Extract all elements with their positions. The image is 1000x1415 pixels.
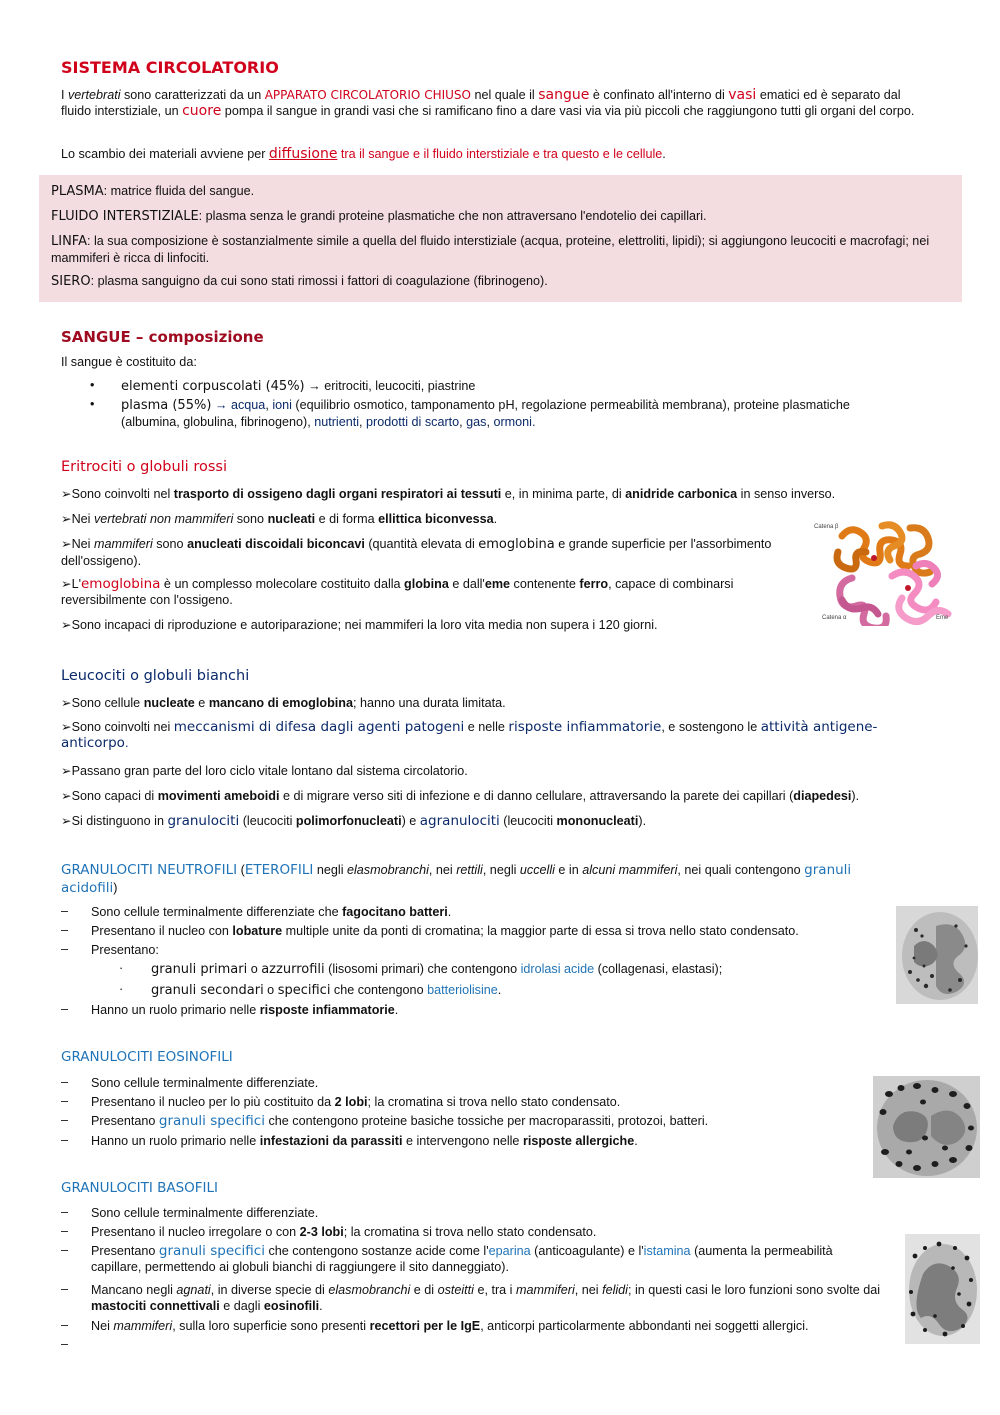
text: ( — [237, 863, 245, 877]
text: → — [211, 398, 231, 412]
text: osteitti — [437, 1283, 474, 1297]
list-item-text — [151, 982, 831, 999]
text: e di forma — [315, 512, 379, 526]
image-label: Eme — [936, 615, 949, 621]
eritrociti-line-4 — [61, 576, 781, 608]
text: nucleati — [267, 512, 316, 526]
text: e grande superficie per l'assorbimento dell'ossigeno). — [61, 537, 772, 568]
text: . — [634, 1134, 638, 1148]
text: , nei — [428, 863, 457, 877]
definition-text: : plasma senza le grandi proteine plasmatiche che non attraversano l'endotelio dei capillari. — [198, 209, 707, 223]
text: , — [486, 415, 494, 429]
text: , negli — [482, 863, 520, 877]
arrow-bullet-icon: ➢ — [61, 696, 72, 710]
dash-bullet-icon: – — [61, 1094, 69, 1108]
text: GRANULOCITI NEUTROFILI — [61, 862, 238, 878]
text: e dagli — [219, 1299, 264, 1313]
highlight-term: emoglobina — [80, 576, 161, 592]
text: agnati — [176, 1283, 211, 1297]
text: Si distinguono in — [71, 814, 168, 828]
text: I — [61, 88, 68, 102]
highlight-term: meccanismi di difesa dagli agenti patogeni — [173, 719, 465, 735]
text: Sono cellule terminalmente differenziate che — [91, 905, 343, 919]
neutrophil-micrograph — [896, 906, 978, 1004]
text: mancano di emoglobina — [208, 696, 353, 710]
definition-term: LINFA — [51, 234, 87, 249]
text: , capace di combinarsi reversibilmente con l'ossigeno. — [61, 577, 734, 607]
text: e, in minima parte, di — [501, 487, 626, 501]
text: (leucociti — [239, 814, 296, 828]
text: risposte allergiche — [522, 1134, 635, 1148]
text: ; la cromatina si trova nello stato condensato. — [367, 1095, 621, 1109]
highlight-term: APPARATO CIRCOLATORIO CHIUSO — [264, 88, 471, 102]
leucociti-line-2 — [61, 719, 941, 751]
text: e di migrare verso siti di infezione e di danno cellulare, attraversando la parete dei capillari ( — [279, 789, 794, 803]
text: anucleati discoidali biconcavi — [187, 537, 365, 551]
text: eosinofili — [263, 1299, 320, 1313]
list-item-text — [91, 1243, 881, 1275]
text: risposte infiammatorie — [259, 1003, 395, 1017]
text: nel quale il — [470, 88, 539, 102]
definition-term: PLASMA — [51, 184, 104, 199]
section-heading-basofili: GRANULOCITI BASOFILI — [61, 1180, 219, 1196]
text: eparina — [488, 1244, 531, 1258]
text: Sono incapaci di riproduzione e autoriparazione; nei mammiferi la loro vita media non supera i 120 giorni. — [71, 618, 658, 632]
list-item-text — [91, 904, 881, 920]
text: granuli specifici — [158, 1243, 265, 1259]
text: Presentano il nucleo irregolare o con — [91, 1225, 300, 1239]
definition-text: : la sua composizione è sostanzialmente simile a quella del fluido interstiziale (acqua, proteine, elettroliti, lipidi); si aggiungono leucociti e macrofagi; nei mammiferi è ricca di linfociti. — [51, 234, 930, 265]
text: mammiferi — [515, 1283, 575, 1297]
dash-bullet-icon: – — [61, 1337, 69, 1351]
text: Presentano — [91, 1114, 159, 1128]
sangue-intro: Il sangue è costituito da: — [61, 355, 197, 369]
text: o — [263, 983, 278, 997]
section-heading-eosinofili: GRANULOCITI EOSINOFILI — [61, 1049, 233, 1065]
dash-bullet-icon: – — [61, 1113, 69, 1127]
dash-bullet-icon: – — [61, 1205, 69, 1219]
text: rettili — [456, 863, 483, 877]
text: , anticorpi particolarmente abbondanti nei soggetti allergici. — [480, 1319, 809, 1333]
text: che contengono sostanze acide come l' — [264, 1244, 489, 1258]
text: granuli primari — [151, 962, 248, 977]
text: lobature — [232, 924, 283, 938]
eritrociti-line-1 — [61, 486, 941, 502]
dash-bullet-icon: – — [61, 1243, 69, 1257]
text: pompa il sangue in grandi vasi che si ramificano fino a dare vasi via via più piccoli che raggiungono tutti gli organi del corpo. — [221, 104, 915, 118]
arrow-bullet-icon: ➢ — [61, 577, 72, 591]
list-item-text — [91, 1094, 881, 1110]
text: Sono cellule — [71, 696, 144, 710]
list-item-text: Presentano: — [91, 943, 159, 957]
list-item-text — [91, 1282, 881, 1314]
micrograph-illustration — [896, 906, 978, 1004]
text: che contengono proteine basiche tossiche per macroparassiti, protozoi, batteri. — [264, 1114, 709, 1128]
text: , nei — [574, 1283, 603, 1297]
text: e in — [554, 863, 583, 877]
text: Presentano il nucleo con — [91, 924, 233, 938]
list-item-text: Sono cellule terminalmente differenziate. — [91, 1076, 319, 1090]
text: ematici ed è separato dal fluido interstiziale, un — [61, 88, 901, 118]
leucociti-line-3 — [61, 763, 941, 779]
text: . — [531, 415, 536, 429]
definition-text: : plasma sanguigno da cui sono stati rimossi i fattori di coagulazione (fibrinogeno). — [90, 274, 548, 288]
text: fagocitano batteri — [342, 905, 448, 919]
definition-siero — [51, 273, 931, 290]
list-item-text — [151, 961, 831, 978]
text: alcuni mammiferi — [582, 863, 678, 877]
text: e intervengono nelle — [402, 1134, 523, 1148]
text: ormoni — [493, 415, 532, 429]
dot-bullet-icon: · — [119, 961, 124, 975]
text: plasma (55%) — [121, 398, 212, 413]
text: e, tra i — [473, 1283, 516, 1297]
leucociti-line-1 — [61, 695, 941, 711]
highlight-term: granulociti — [167, 813, 240, 829]
text: (equilibrio osmotico, tamponamento pH, regolazione permeabilità membrana), proteine plasmatiche (albumina, globulina, fibrinogeno), — [121, 398, 850, 429]
micrograph-illustration — [873, 1076, 980, 1178]
list-item-text — [91, 1133, 881, 1149]
text: , e sostengono le — [661, 720, 761, 734]
highlight-term: diffusione — [268, 146, 338, 162]
text: , — [359, 415, 367, 429]
eritrociti-line-2 — [61, 511, 941, 527]
text: . — [124, 736, 129, 750]
text: . — [662, 147, 666, 161]
text: azzurrofili — [261, 962, 325, 977]
text: istamina — [643, 1244, 691, 1258]
definitions-box — [39, 175, 962, 302]
leucociti-line-4 — [61, 788, 941, 804]
text: felidi — [602, 1283, 628, 1297]
text: mammiferi — [93, 537, 153, 551]
text: . — [493, 512, 498, 526]
definition-plasma — [51, 183, 931, 200]
basophil-micrograph — [905, 1234, 980, 1344]
arrow-bullet-icon: ➢ — [61, 814, 72, 828]
text: (lisosomi primari) che contengono — [324, 962, 521, 976]
text: . — [394, 1003, 399, 1017]
text: recettori per le IgE — [369, 1319, 481, 1333]
definition-fluido — [51, 208, 931, 225]
text: è un complesso molecolare costituito dalla — [160, 577, 405, 591]
text: prodotti di scarto — [366, 415, 460, 429]
text: vertebrati — [68, 88, 121, 102]
image-label: Catena β — [814, 524, 839, 530]
dash-bullet-icon: – — [61, 942, 69, 956]
text: mononucleati — [556, 814, 639, 828]
dash-bullet-icon: – — [61, 923, 69, 937]
text: Passano gran parte del loro ciclo vitale lontano dal sistema circolatorio. — [71, 764, 468, 778]
section-heading-eritrociti: Eritrociti o globuli rossi — [61, 459, 227, 475]
list-item-text — [91, 923, 881, 939]
text: è confinato all'interno di — [589, 88, 729, 102]
eritrociti-line-3 — [61, 536, 781, 569]
text: o — [247, 962, 262, 976]
text: (collagenasi, elastasi); — [594, 962, 723, 976]
text: emoglobina — [478, 537, 555, 552]
eosinophil-micrograph — [873, 1076, 980, 1178]
text: , sulla loro superficie sono presenti — [172, 1319, 370, 1333]
list-item-text — [121, 378, 901, 395]
text: e nelle — [464, 720, 509, 734]
text: mastociti connettivali — [91, 1299, 220, 1313]
text: vertebrati non mammiferi — [93, 512, 234, 526]
section-heading-sangue: SANGUE – composizione — [61, 328, 264, 346]
eritrociti-line-5 — [61, 617, 941, 633]
arrow-bullet-icon: ➢ — [61, 487, 72, 501]
text: negli — [313, 863, 347, 877]
text: ). — [638, 814, 647, 828]
dot-bullet-icon: · — [119, 982, 124, 996]
text: mammiferi — [113, 1319, 173, 1333]
text: nutrienti — [314, 415, 360, 429]
section-heading-neutrofili — [61, 861, 901, 897]
text: Nei — [71, 512, 94, 526]
text: batteriolisine — [427, 983, 498, 997]
text: ; hanno una durata limitata. — [352, 696, 506, 710]
text: . — [447, 905, 452, 919]
hemoglobin-image — [812, 518, 952, 626]
text: sono — [152, 537, 188, 551]
arrow-bullet-icon: ➢ — [61, 537, 72, 551]
text: → eritrociti, leucociti, piastrine — [304, 379, 476, 393]
text: polimorfonucleati — [295, 814, 402, 828]
bullet-icon: • — [90, 378, 95, 392]
text: specifici — [277, 983, 331, 998]
dash-bullet-icon: – — [61, 1075, 69, 1089]
text: sono — [233, 512, 268, 526]
text: elasmobranchi — [328, 1283, 411, 1297]
hemoglobin-illustration — [812, 518, 952, 626]
text: , in diverse specie di — [210, 1283, 329, 1297]
text: . — [497, 983, 502, 997]
text: , — [459, 415, 467, 429]
text: , nei quali contengono — [677, 863, 805, 877]
text: in senso inverso. — [737, 487, 836, 501]
list-item-text — [121, 397, 901, 430]
micrograph-illustration — [905, 1234, 980, 1344]
text: Sono coinvolti nel — [71, 487, 174, 501]
list-item-text — [91, 1224, 881, 1240]
definition-linfa — [51, 233, 931, 266]
dash-bullet-icon: – — [61, 904, 69, 918]
dash-bullet-icon: – — [61, 1318, 69, 1332]
text: ferro — [579, 577, 609, 591]
text: globina — [404, 577, 449, 591]
dash-bullet-icon: – — [61, 1002, 69, 1016]
highlight-term: cuore — [182, 103, 222, 119]
text: infestazioni da parassiti — [259, 1134, 403, 1148]
dash-bullet-icon: – — [61, 1282, 69, 1296]
text: (leucociti — [499, 814, 557, 828]
arrow-bullet-icon: ➢ — [61, 512, 72, 526]
dash-bullet-icon: – — [61, 1224, 69, 1238]
text: ; in questi casi le loro funzioni sono svolte dai — [627, 1283, 881, 1297]
text: ) e — [401, 814, 420, 828]
highlight-term: risposte infiammatorie — [508, 719, 662, 735]
text: anidride carbonica — [625, 487, 738, 501]
page-title: SISTEMA CIRCOLATORIO — [61, 58, 279, 77]
leucociti-line-5 — [61, 813, 941, 829]
highlight-term: vasi — [728, 87, 757, 103]
highlight-term: agranulociti — [419, 813, 500, 829]
text: Nei — [71, 537, 94, 551]
text: 2-3 lobi — [299, 1225, 344, 1239]
section-heading-leucociti: Leucociti o globuli bianchi — [61, 668, 250, 684]
text: . — [319, 1299, 323, 1313]
intro-paragraph-1 — [61, 87, 931, 119]
text: L' — [71, 577, 81, 591]
text: trasporto di ossigeno dagli organi respiratori ai tessuti — [173, 487, 502, 501]
heme-marker — [905, 585, 911, 591]
text: elasmobranchi — [347, 863, 429, 877]
arrow-bullet-icon: ➢ — [61, 618, 72, 632]
text: diapedesi — [793, 789, 852, 803]
text: elementi corpuscolati (45%) — [121, 379, 305, 394]
text: e — [194, 696, 209, 710]
text: ETEROFILI — [244, 862, 314, 878]
text: ioni — [272, 398, 292, 412]
definition-term: FLUIDO INTERSTIZIALE — [51, 209, 199, 224]
text: granuli acidofili — [61, 862, 852, 896]
definition-term: SIERO — [51, 274, 91, 289]
text: , — [265, 398, 273, 412]
text: Presentano il nucleo per lo più costituito da — [91, 1095, 335, 1109]
text: ). — [851, 789, 860, 803]
text: ; la cromatina si trova nello stato condensato. — [343, 1225, 597, 1239]
text: ) — [113, 881, 118, 895]
text: Sono capaci di — [71, 789, 158, 803]
text: e di — [410, 1283, 438, 1297]
heme-marker — [871, 555, 877, 561]
arrow-bullet-icon: ➢ — [61, 764, 72, 778]
text: sono caratterizzati da un — [120, 88, 265, 102]
intro-paragraph-2 — [61, 146, 931, 162]
text: Nei — [91, 1319, 114, 1333]
text: nucleate — [143, 696, 195, 710]
text: ellittica biconvessa — [378, 512, 494, 526]
text: Hanno un ruolo primario nelle — [91, 1003, 260, 1017]
text: (quantità elevata di — [364, 537, 479, 551]
text: eme — [484, 577, 511, 591]
text: (aumenta la permeabilità capillare, permettendo ai globuli bianchi di raggiungere il sito danneggiato). — [91, 1244, 833, 1274]
text: e dall' — [448, 577, 485, 591]
arrow-bullet-icon: ➢ — [61, 720, 72, 734]
text: granuli secondari — [151, 983, 264, 998]
text: granuli specifici — [158, 1113, 265, 1129]
text: idrolasi acide — [520, 962, 595, 976]
text: multiple unite da ponti di cromatina; la maggior parte di essa si trova nello stato condensato. — [282, 924, 799, 938]
text: (anticoagulante) e l' — [530, 1244, 644, 1258]
definition-text: : matrice fluida del sangue. — [103, 184, 255, 198]
text: Mancano negli — [91, 1283, 177, 1297]
image-label: Catena α — [822, 615, 847, 621]
highlight-term: attività antigene-anticorpo — [61, 719, 878, 751]
text: 2 lobi — [334, 1095, 368, 1109]
text: tra il sangue e il fluido interstiziale e tra questo e le cellule — [337, 147, 663, 161]
text: Hanno un ruolo primario nelle — [91, 1134, 260, 1148]
list-item-text — [91, 1113, 881, 1129]
arrow-bullet-icon: ➢ — [61, 789, 72, 803]
list-item-text — [91, 1318, 881, 1334]
text: contenente — [510, 577, 580, 591]
text: Sono coinvolti nei — [71, 720, 174, 734]
text: gas — [466, 415, 487, 429]
text: movimenti ameboidi — [157, 789, 280, 803]
list-item-text: Sono cellule terminalmente differenziate. — [91, 1206, 319, 1220]
text: uccelli — [519, 863, 555, 877]
dash-bullet-icon: – — [61, 1133, 69, 1147]
list-item-text — [91, 1002, 881, 1018]
highlight-term: sangue — [538, 87, 590, 103]
text: Presentano — [91, 1244, 159, 1258]
text: Lo scambio dei materiali avviene per — [61, 147, 269, 161]
text: che contengono — [330, 983, 428, 997]
bullet-icon: • — [90, 397, 95, 411]
text: acqua — [231, 398, 266, 412]
